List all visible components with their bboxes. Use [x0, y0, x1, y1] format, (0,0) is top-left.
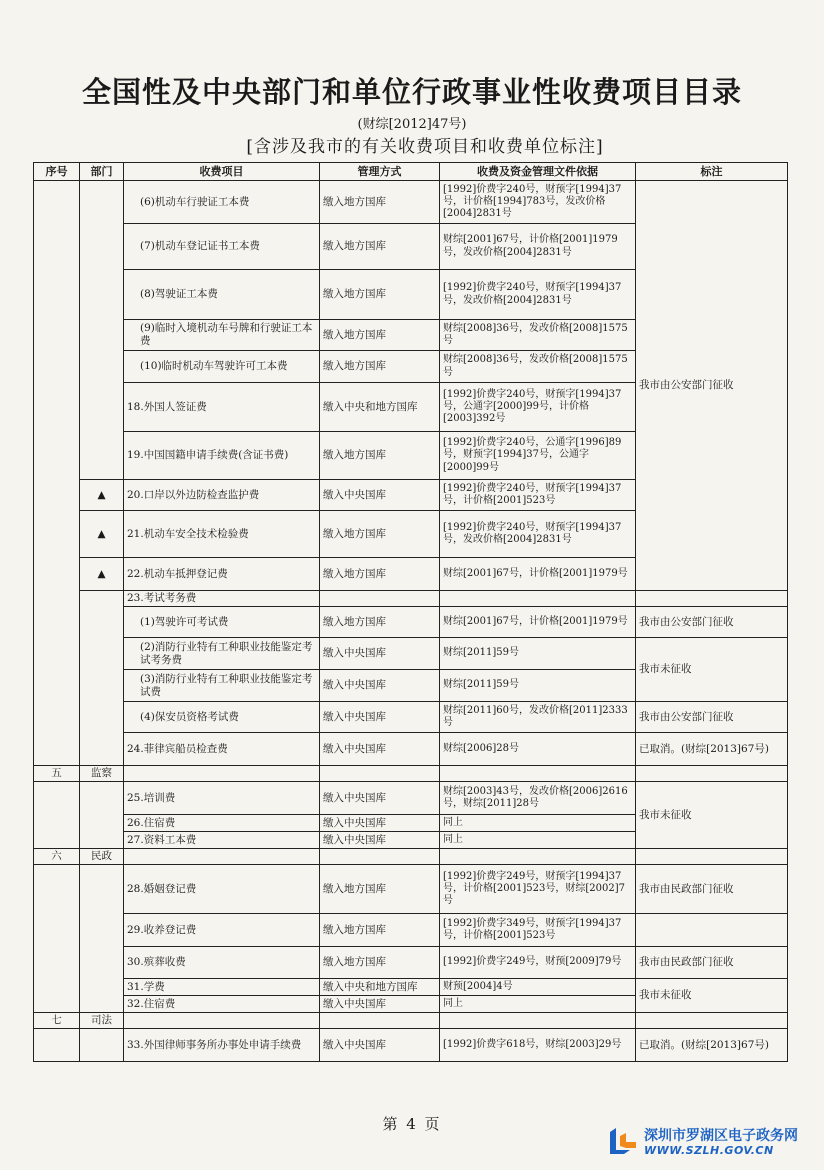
- item-cell: 33.外国律师事务所办事处申请手续费: [124, 1029, 320, 1062]
- dept-cell: [80, 1029, 124, 1062]
- mgmt-cell: 缴入中央国库: [320, 733, 440, 766]
- mgmt-cell: 缴入地方国库: [320, 181, 440, 224]
- item-cell: 31.学费: [124, 979, 320, 996]
- doc-cell: 财综[2011]59号: [440, 670, 636, 702]
- item-cell: 19.中国国籍申请手续费(含证书费): [124, 432, 320, 480]
- site-logo: [606, 1122, 816, 1162]
- mgmt-cell: 缴入地方国库: [320, 558, 440, 591]
- mgmt-cell: 缴入中央和地方国库: [320, 979, 440, 996]
- doc-cell: [1992]价费字240号，公通字[1996]89号，财预字[1994]37号，公通字[2000]99号: [440, 432, 636, 480]
- mgmt-cell: 缴入中央国库: [320, 1029, 440, 1062]
- table-row: [34, 607, 788, 638]
- item-cell: 25.培训费: [124, 782, 320, 815]
- table-row: [34, 181, 788, 224]
- item-cell: 23.考试考务费: [124, 591, 320, 607]
- item-cell: (4)保安员资格考试费: [124, 702, 320, 733]
- doc-cell: 财综[2006]28号: [440, 733, 636, 766]
- header-dept: 部门: [80, 163, 124, 181]
- item-cell: (10)临时机动车驾驶许可工本费: [124, 351, 320, 383]
- note-cell: 我市未征收: [636, 979, 788, 1013]
- item-cell: 22.机动车抵押登记费: [124, 558, 320, 591]
- doc-cell: [1992]价费字240号，财预字[1994]37号，发改价格[2004]2831号: [440, 511, 636, 558]
- item-cell: (8)驾驶证工本费: [124, 270, 320, 320]
- note-cell: [636, 591, 788, 607]
- item-cell: 28.婚姻登记费: [124, 865, 320, 914]
- mgmt-cell: 缴入中央国库: [320, 832, 440, 849]
- doc-cell: [1992]价费字240号，财预字[1994]37号，计价格[2001]523号: [440, 480, 636, 511]
- item-cell: [124, 849, 320, 865]
- item-cell: (7)机动车登记证书工本费: [124, 224, 320, 270]
- mgmt-cell: 缴入地方国库: [320, 511, 440, 558]
- doc-cell: 同上: [440, 832, 636, 849]
- document-number: (财综[2012]47号): [357, 117, 467, 132]
- section-number: 六: [34, 849, 80, 865]
- mgmt-cell: 缴入中央和地方国库: [320, 383, 440, 432]
- note-cell: 已取消。(财综[2013]67号): [636, 733, 788, 766]
- note-cell: [636, 849, 788, 865]
- doc-cell: 财综[2008]36号，发改价格[2008]1575号: [440, 351, 636, 383]
- doc-cell: 财综[2001]67号，计价格[2001]1979号: [440, 558, 636, 591]
- section-number: 五: [34, 766, 80, 782]
- section-dept: 民政: [80, 849, 124, 865]
- table-row: [34, 591, 788, 607]
- doc-cell: [440, 591, 636, 607]
- seq-cell: [34, 181, 80, 766]
- table-row: [34, 638, 788, 670]
- item-cell: (2)消防行业特有工种职业技能鉴定考试考务费: [124, 638, 320, 670]
- table-row: [34, 733, 788, 766]
- doc-cell: 财综[2003]43号，发改价格[2006]2616号，财综[2011]28号: [440, 782, 636, 815]
- logo-mark-icon: [606, 1124, 640, 1158]
- dept-cell: [80, 181, 124, 480]
- dept-cell: [80, 591, 124, 766]
- note-cell: 我市未征收: [636, 782, 788, 849]
- doc-cell: [1992]价费字618号，财综[2003]29号: [440, 1029, 636, 1062]
- note-cell: [636, 1013, 788, 1029]
- item-cell: (9)临时入境机动车号牌和行驶证工本费: [124, 320, 320, 351]
- mgmt-cell: 缴入地方国库: [320, 607, 440, 638]
- mgmt-cell: 缴入地方国库: [320, 432, 440, 480]
- item-cell: 24.菲律宾船员检查费: [124, 733, 320, 766]
- section-row: [34, 1013, 788, 1029]
- note-cell: [636, 766, 788, 782]
- item-cell: 32.住宿费: [124, 996, 320, 1013]
- note-cell: 我市由公安部门征收: [636, 702, 788, 733]
- page-title: 全国性及中央部门和单位行政事业性收费项目目录: [81, 75, 742, 109]
- scope-note: [含涉及我市的有关收费项目和收费单位标注]: [246, 137, 604, 157]
- item-cell: 18.外国人签证费: [124, 383, 320, 432]
- mgmt-cell: 缴入中央国库: [320, 638, 440, 670]
- item-cell: (1)驾驶许可考试费: [124, 607, 320, 638]
- header-item: 收费项目: [124, 163, 320, 181]
- mgmt-cell: 缴入中央国库: [320, 702, 440, 733]
- mgmt-cell: 缴入中央国库: [320, 670, 440, 702]
- header-seq: 序号: [34, 163, 80, 181]
- logo-url: WWW.SZLH.GOV.CN: [644, 1144, 774, 1157]
- section-row: [34, 849, 788, 865]
- table-row: [34, 782, 788, 815]
- mgmt-cell: 缴入地方国库: [320, 270, 440, 320]
- doc-cell: [1992]价费字249号，财预字[1994]37号，计价格[2001]523号，财综[2002]7号: [440, 865, 636, 914]
- note-cell: 已取消。(财综[2013]67号): [636, 1029, 788, 1062]
- mgmt-cell: 缴入中央国库: [320, 480, 440, 511]
- item-cell: 29.收养登记费: [124, 914, 320, 947]
- mgmt-cell: [320, 1013, 440, 1029]
- note-cell: [636, 914, 788, 947]
- doc-cell: [1992]价费字349号，财预字[1994]37号，计价格[2001]523号: [440, 914, 636, 947]
- mgmt-cell: 缴入中央国库: [320, 996, 440, 1013]
- dept-cell: [80, 782, 124, 849]
- section-row: [34, 766, 788, 782]
- doc-cell: 财综[2001]67号，计价格[2001]1979号，发改价格[2004]2831号: [440, 224, 636, 270]
- mgmt-cell: [320, 766, 440, 782]
- item-cell: 27.资料工本费: [124, 832, 320, 849]
- item-cell: (3)消防行业特有工种职业技能鉴定考试费: [124, 670, 320, 702]
- table-row: [34, 947, 788, 979]
- item-cell: 20.口岸以外边防检查监护费: [124, 480, 320, 511]
- item-cell: 21.机动车安全技术检验费: [124, 511, 320, 558]
- table-row: [34, 914, 788, 947]
- seq-cell: [34, 1029, 80, 1062]
- page-number: 第 4 页: [382, 1115, 442, 1133]
- doc-cell: 财预[2004]4号: [440, 979, 636, 996]
- dept-cell: [80, 865, 124, 1013]
- mgmt-cell: 缴入地方国库: [320, 914, 440, 947]
- table-row: [34, 865, 788, 914]
- note-cell: 我市由民政部门征收: [636, 865, 788, 914]
- doc-cell: 财综[2011]60号，发改价格[2011]2333号: [440, 702, 636, 733]
- item-cell: [124, 1013, 320, 1029]
- mgmt-cell: 缴入地方国库: [320, 865, 440, 914]
- note-cell: 我市由民政部门征收: [636, 947, 788, 979]
- triangle-marker-icon: ▲: [80, 558, 124, 591]
- doc-cell: [1992]价费字249号，财预[2009]79号: [440, 947, 636, 979]
- doc-cell: 财综[2008]36号，发改价格[2008]1575号: [440, 320, 636, 351]
- mgmt-cell: 缴入地方国库: [320, 351, 440, 383]
- triangle-marker-icon: ▲: [80, 480, 124, 511]
- doc-cell: [440, 849, 636, 865]
- header-doc: 收费及资金管理文件依据: [440, 163, 636, 181]
- mgmt-cell: [320, 591, 440, 607]
- doc-cell: [440, 1013, 636, 1029]
- section-number: 七: [34, 1013, 80, 1029]
- seq-cell: [34, 865, 80, 1013]
- mgmt-cell: 缴入地方国库: [320, 224, 440, 270]
- seq-cell: [34, 782, 80, 849]
- doc-cell: 财综[2011]59号: [440, 638, 636, 670]
- header-mgmt: 管理方式: [320, 163, 440, 181]
- table-row: [34, 1029, 788, 1062]
- doc-cell: [440, 766, 636, 782]
- mgmt-cell: 缴入中央国库: [320, 815, 440, 832]
- note-cell: 我市由公安部门征收: [636, 607, 788, 638]
- item-cell: [124, 766, 320, 782]
- header-note: 标注: [636, 163, 788, 181]
- fee-table: [33, 162, 788, 1062]
- mgmt-cell: 缴入地方国库: [320, 320, 440, 351]
- item-cell: (6)机动车行驶证工本费: [124, 181, 320, 224]
- table-row: [34, 702, 788, 733]
- section-dept: 司法: [80, 1013, 124, 1029]
- item-cell: 30.殡葬收费: [124, 947, 320, 979]
- doc-cell: [1992]价费字240号，财预字[1994]37号，公通字[2000]99号，计价格[2003]392号: [440, 383, 636, 432]
- table-row: [34, 979, 788, 996]
- table-header-row: [34, 163, 788, 181]
- doc-cell: 财综[2001]67号，计价格[2001]1979号: [440, 607, 636, 638]
- logo-name: 深圳市罗湖区电子政务网: [644, 1128, 798, 1144]
- triangle-marker-icon: ▲: [80, 511, 124, 558]
- note-cell: 我市未征收: [636, 638, 788, 702]
- mgmt-cell: [320, 849, 440, 865]
- item-cell: 26.住宿费: [124, 815, 320, 832]
- mgmt-cell: 缴入中央国库: [320, 782, 440, 815]
- mgmt-cell: 缴入地方国库: [320, 947, 440, 979]
- section-dept: 监察: [80, 766, 124, 782]
- doc-cell: 同上: [440, 996, 636, 1013]
- doc-cell: 同上: [440, 815, 636, 832]
- note-cell: 我市由公安部门征收: [636, 181, 788, 591]
- doc-cell: [1992]价费字240号，财预字[1994]37号，计价格[1994]783号，发改价格[2004]2831号: [440, 181, 636, 224]
- doc-cell: [1992]价费字240号，财预字[1994]37号，发改价格[2004]2831号: [440, 270, 636, 320]
